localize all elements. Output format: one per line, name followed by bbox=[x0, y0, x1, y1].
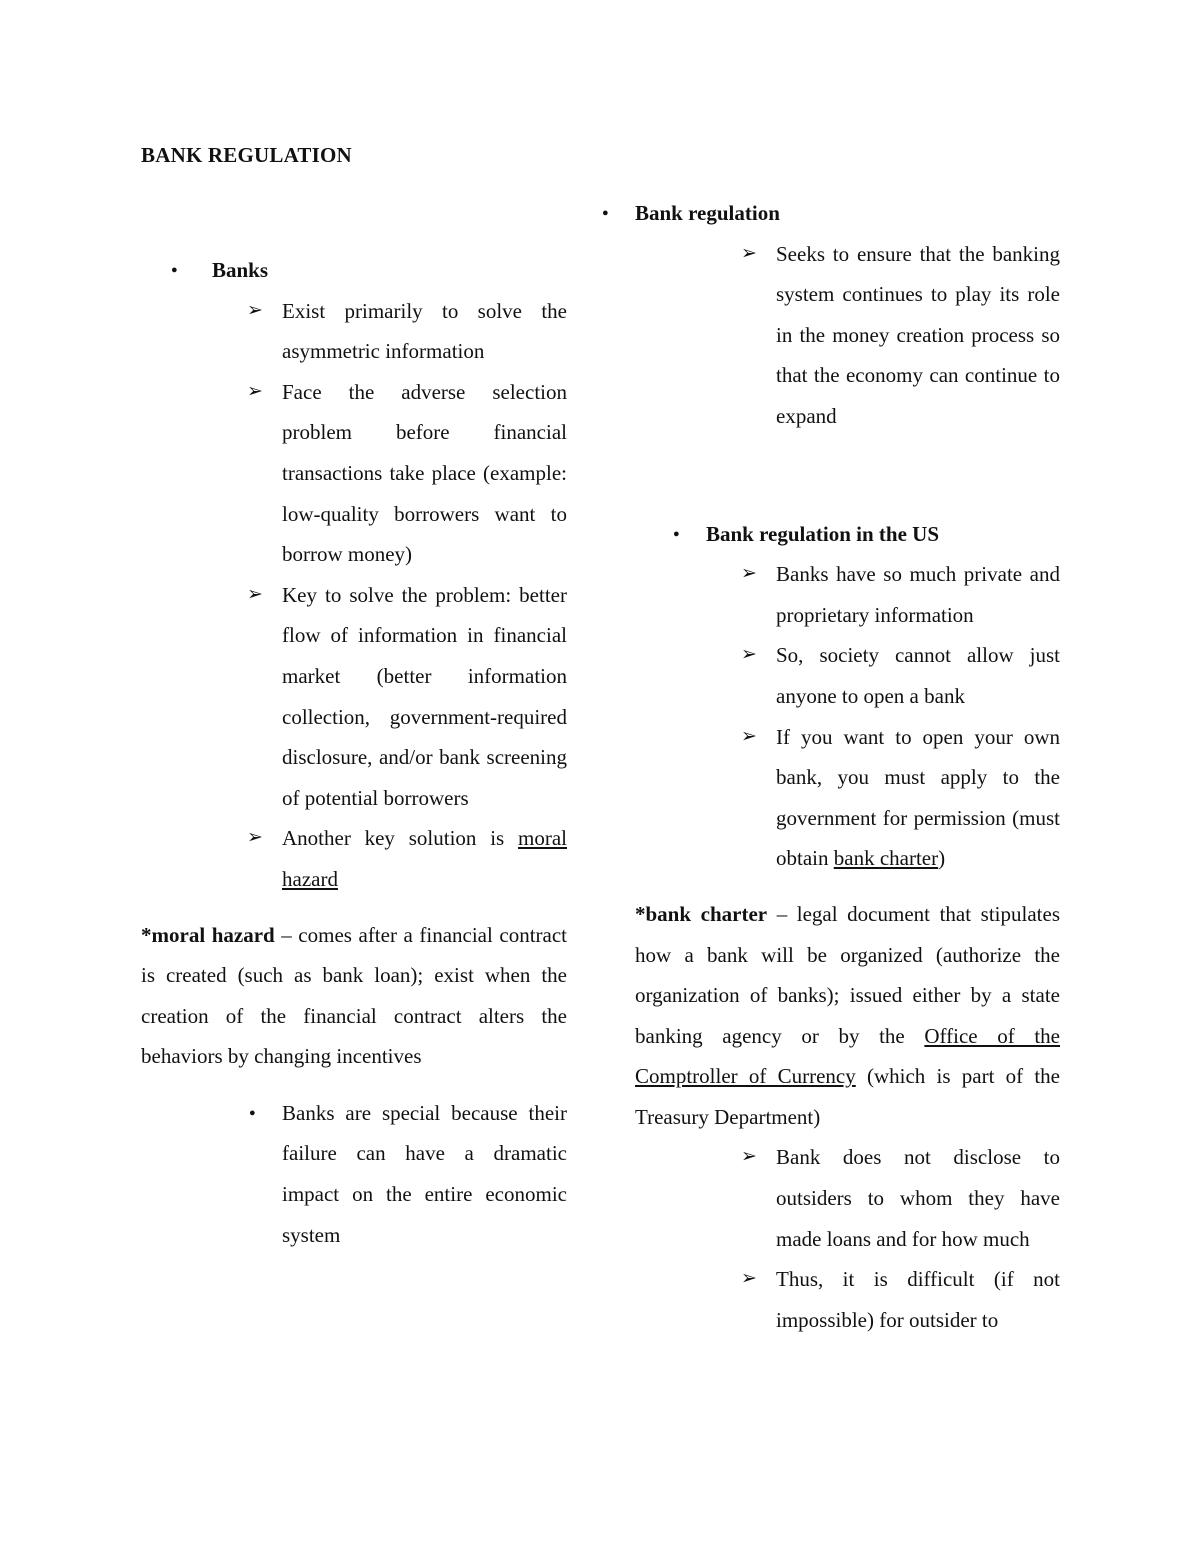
comptroller-office-term: Office of the Comptroller of Currency bbox=[635, 1023, 1060, 1089]
list-item-text: If you want to open your own bank, you must apply to the government for permission (must obtain bbox=[776, 724, 1060, 871]
section-heading-bank-regulation-us: ● Bank regulation in the US bbox=[635, 514, 1060, 555]
definition-text: – comes after a financial contract is created (such as bank loan); exist when the creation of the financial contract alters the behaviors by changing incentives bbox=[141, 922, 567, 1069]
banks-points-list bbox=[141, 291, 567, 900]
list-item-text: Another key solution is bbox=[282, 826, 519, 851]
list-item: ➢ Exist primarily to solve the asymmetric information bbox=[141, 291, 567, 372]
right-column bbox=[635, 193, 1060, 1340]
section-heading-banks: ● Banks bbox=[141, 250, 567, 291]
moral-hazard-term: moral hazard bbox=[282, 826, 567, 891]
definition-tail: (which is part of the Treasury Department) bbox=[635, 1064, 1061, 1129]
definition-text: – legal document that stipulates how a bank will be organized (authorize the organization of banks); issued either by a state banking agency or by the bbox=[635, 901, 1060, 1048]
page-title: BANK REGULATION bbox=[141, 143, 352, 167]
list-item: ➢ Seeks to ensure that the banking system continues to play its role in the money creation process so that the economy can continue to expand bbox=[635, 234, 1060, 437]
definition-moral-hazard bbox=[141, 915, 567, 1077]
list-item: ➢ Thus, it is difficult (if not impossible) for outsider to bbox=[635, 1259, 1060, 1340]
list-item: ➢ Banks have so much private and proprietary information bbox=[635, 554, 1060, 635]
bank-charter-term: bank charter bbox=[833, 846, 939, 871]
list-item bbox=[141, 818, 567, 899]
bank-disclosure-points-list bbox=[635, 1137, 1060, 1340]
list-item: ➢ Face the adverse selection problem before financial transactions take place (example: low-quality borrowers want to borrow money) bbox=[141, 372, 567, 575]
list-item bbox=[635, 717, 1060, 879]
bank-regulation-us-points-list bbox=[635, 554, 1060, 879]
left-column bbox=[141, 250, 567, 1255]
list-item-tail: ) bbox=[938, 846, 946, 871]
definition-bank-charter bbox=[635, 894, 1060, 1138]
definition-term: *moral hazard bbox=[141, 922, 275, 947]
bank-regulation-points-list bbox=[635, 234, 1060, 437]
sub-bullet-banks-special: ● Banks are special because their failure can have a dramatic impact on the entire economic system bbox=[141, 1093, 567, 1255]
list-item: ➢ Bank does not disclose to outsiders to whom they have made loans and for how much bbox=[635, 1137, 1060, 1259]
definition-term: *bank charter bbox=[635, 901, 768, 926]
list-item: ➢ Key to solve the problem: better flow of information in financial market (better information collection, government-required disclosure, and/or bank screening of potential borrowers bbox=[141, 575, 567, 819]
section-heading-bank-regulation: ● Bank regulation bbox=[564, 193, 1060, 234]
list-item: ➢ So, society cannot allow just anyone to open a bank bbox=[635, 635, 1060, 716]
